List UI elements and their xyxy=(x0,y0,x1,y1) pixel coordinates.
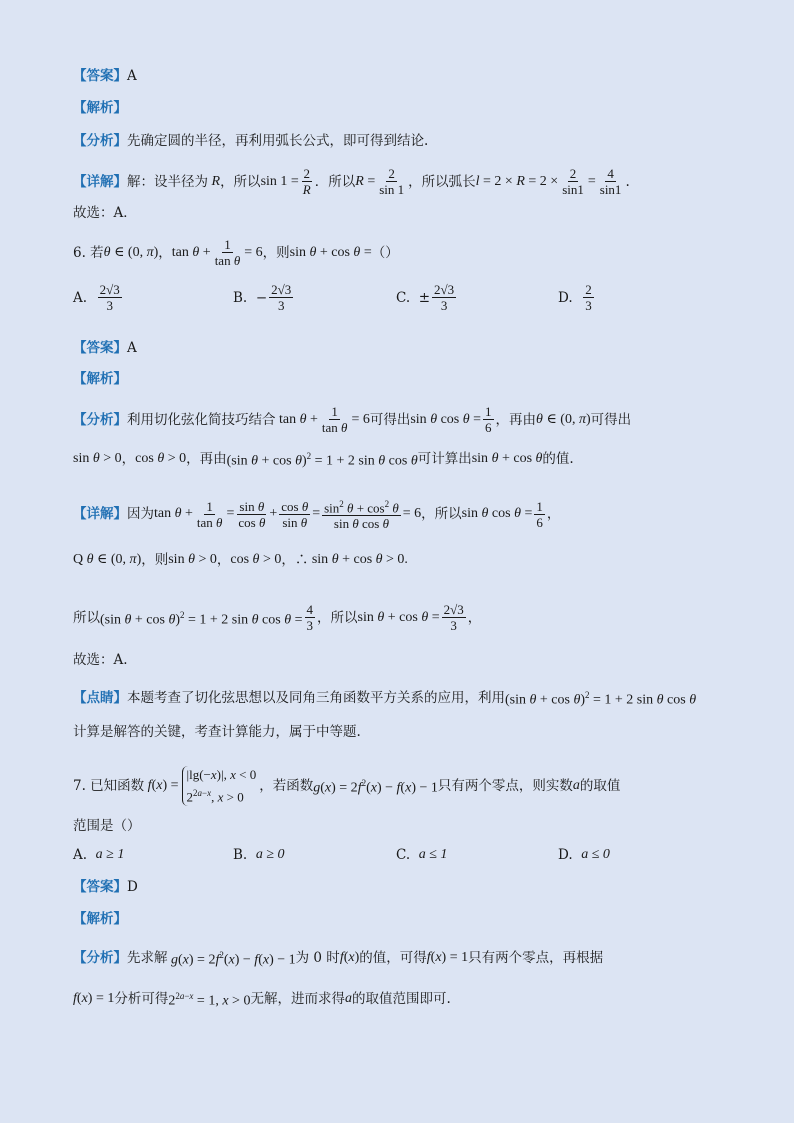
math-expr: (sin θ + cos θ)$^2$ = 1 + 2 sin θ cos θ xyxy=(505,690,697,708)
q6-option-b xyxy=(233,282,295,313)
option-sign: ± xyxy=(418,289,431,306)
math-expr: f(x) = xyxy=(147,778,179,794)
q6-analysis-line xyxy=(73,369,734,389)
fenxi-text: 先求解 xyxy=(127,949,168,966)
math-expr: θ ∈ (0, π) xyxy=(86,552,142,567)
q6-fenxi-line-1 xyxy=(73,404,734,435)
option-frac: $\frac{2√3}{3}$ xyxy=(271,282,292,313)
option-frac: $\frac{2√3}{3}$ xyxy=(99,282,120,313)
fenxi-text: 可得出 xyxy=(369,411,411,428)
math-expr: $g(x) = 2f^2(x) - f(x) - 1$ xyxy=(313,778,438,796)
math-expr: f(x) = 1 xyxy=(426,949,469,965)
q5-detail-line xyxy=(73,166,734,197)
math-frac: $\frac{\sin^2 \theta + \cos^2 \theta}{\text{sin θ cos θ}}$ xyxy=(324,499,399,532)
stem-text: ， xyxy=(158,244,172,261)
fenxi-text: 分析可得 xyxy=(114,990,169,1007)
detail-text: ， xyxy=(467,609,482,626)
detail-tag: 【详解】 xyxy=(73,506,127,523)
q6-q-line xyxy=(73,550,734,570)
math-expr: sin θ cos θ = xyxy=(410,411,482,427)
math-expr: f(x) = 1 xyxy=(73,990,115,1006)
option-label: D. xyxy=(558,289,573,306)
math-expr: cos θ > 0 xyxy=(135,450,187,466)
math-expr: (sin θ + cos θ)$^2$ = 1 + 2 sin θ cos θ xyxy=(226,451,418,469)
stem-text: 只有两个零点，则实数 xyxy=(437,778,573,795)
guxuan-text: 故选：A． xyxy=(73,205,137,221)
math-expr: = xyxy=(587,173,596,189)
math-a: a xyxy=(344,990,352,1006)
q7-option-c xyxy=(396,847,447,863)
fenxi-tag: 【分析】 xyxy=(73,411,127,428)
math-expr: tan θ + xyxy=(154,506,193,522)
math-frac: $\frac{1}{\text{tan θ}}$ xyxy=(214,237,241,268)
q7-option-d xyxy=(558,847,610,863)
math-frac: $\frac{1}{6}$ xyxy=(536,498,543,530)
math-frac: $\frac{2}{R}$ xyxy=(302,166,311,197)
fenxi-text: 可得出 xyxy=(590,411,632,428)
fenxi-text: 为 0 时 xyxy=(295,949,340,966)
option-text: a ≥ 0 xyxy=(255,847,285,862)
dianjing-tag: 【点睛】 xyxy=(73,689,127,706)
fenxi-text: ，再由 xyxy=(495,411,537,428)
math-expr: $2^{2a-x} = 1$, x > 0 xyxy=(168,991,251,1009)
answer-value: A xyxy=(127,340,137,356)
q7-option-b xyxy=(233,847,285,863)
q6-option-c xyxy=(396,282,458,313)
option-text: a ≤ 0 xyxy=(581,847,610,862)
q7-stem-line-1 xyxy=(73,766,734,806)
q5-analysis-line xyxy=(73,98,734,118)
fenxi-text: 只有两个零点，再根据 xyxy=(468,949,604,966)
q6-fenxi-line-2 xyxy=(73,446,734,472)
option-label: D. xyxy=(558,847,573,863)
q5-answer-line xyxy=(73,66,734,86)
math-frac: $\frac{1}{\text{tan θ}}$ xyxy=(196,498,223,530)
q6-answer-line xyxy=(73,338,734,358)
guxuan-text: 故选：A. xyxy=(73,652,128,668)
q6-so-line xyxy=(73,602,734,633)
math-frac: $\frac{4}{3}$ xyxy=(306,602,314,633)
detail-text: ，所以 xyxy=(220,173,261,190)
math-frac: $\frac{\text{cos θ}}{\text{sin θ}}$ xyxy=(281,498,309,530)
stem-text: 的取值 xyxy=(579,778,621,795)
math-expr: f(x) xyxy=(339,949,360,965)
math-expr: sin 1 = xyxy=(260,173,299,189)
q7-option-a xyxy=(73,847,124,863)
math-frac: $\frac{2√3}{3}$ xyxy=(443,602,464,633)
option-text: a ≥ 1 xyxy=(95,847,125,862)
option-label: B. xyxy=(233,847,248,863)
dianjing-text: 本题考查了切化弦思想以及同角三角函数平方关系的应用，利用 xyxy=(127,689,505,706)
option-frac: $\frac{2}{3}$ xyxy=(585,282,592,313)
detail-text: ，所以弧长 xyxy=(408,173,476,190)
math-expr: sin θ + cos θ > 0. xyxy=(308,552,408,567)
q7-answer-line xyxy=(73,877,734,897)
q7-analysis-line xyxy=(73,909,734,929)
analysis-tag: 【解析】 xyxy=(73,100,127,116)
math-expr: sin θ > 0 xyxy=(168,552,217,567)
detail-text: ．所以 xyxy=(314,173,356,190)
detail-text: 所以 xyxy=(73,609,100,626)
math-expr: sin θ + cos θ xyxy=(471,450,543,466)
math-frac: $\frac{4}{\sin 1}$ xyxy=(599,166,622,197)
q-symbol: Q xyxy=(73,552,84,567)
option-sign: − xyxy=(255,289,268,306)
fenxi-tag: 【分析】 xyxy=(73,949,127,966)
math-expr: sin θ cos θ = xyxy=(461,506,533,522)
answer-tag: 【答案】 xyxy=(73,340,127,356)
math-expr: = 6 xyxy=(351,411,370,427)
detail-tag: 【详解】 xyxy=(73,173,127,190)
stem-text: 6. 若 xyxy=(73,244,104,261)
fenxi-text: 先确定圆的半径，再利用弧长公式，即可得到结论. xyxy=(127,133,429,149)
q6-guxuan-line xyxy=(73,650,734,670)
math-expr: = 6 xyxy=(402,506,422,522)
answer-value: D xyxy=(127,879,138,895)
option-label: A. xyxy=(73,847,88,863)
math-frac: $\frac{2}{\sin 1}$ xyxy=(562,166,584,197)
math-expr: = xyxy=(312,506,321,522)
option-label: C. xyxy=(396,289,411,306)
q6-dianjing-line-2 xyxy=(73,722,734,742)
q6-dianjing-line-1 xyxy=(73,685,734,711)
math-expr: tan θ + xyxy=(171,244,211,260)
stem-text: ，则 xyxy=(262,244,290,261)
math-expr: = xyxy=(226,506,235,522)
math-frac: $\frac{\text{sin θ}}{\text{cos θ}}$ xyxy=(238,498,266,530)
q7-stem-line-2 xyxy=(73,816,734,836)
q5-fenxi-line xyxy=(73,131,734,151)
answer-tag: 【答案】 xyxy=(73,68,127,84)
fenxi-text: ， xyxy=(121,450,136,467)
q5-guxuan-line xyxy=(73,203,734,223)
math-expr: l = 2 × R = 2 × xyxy=(475,173,559,189)
stem-text: （） xyxy=(371,244,399,261)
q7-fenxi-line-2 xyxy=(73,986,734,1012)
detail-text: 解：设半径为 xyxy=(127,173,208,190)
math-expr: R = xyxy=(355,173,376,189)
answer-tag: 【答案】 xyxy=(73,879,127,895)
math-frac: $\frac{1}{\text{tan θ}}$ xyxy=(321,404,348,435)
math-expr: θ ∈ (0, π) xyxy=(103,244,159,260)
option-label: B. xyxy=(233,289,248,306)
math-expr: + xyxy=(269,506,278,522)
dianjing-text: 计算是解答的关键，考查计算能力，属于中等题. xyxy=(73,724,361,740)
detail-text: ， xyxy=(216,552,231,568)
math-expr: sin θ + cos θ = xyxy=(289,244,372,260)
math-frac: $\frac{2}{\sin 1}$ xyxy=(379,166,405,197)
analysis-tag: 【解析】 xyxy=(73,911,127,927)
math-expr: sin θ > 0 xyxy=(73,450,122,466)
answer-value: A xyxy=(127,68,137,84)
math-frac: $\frac{1}{6}$ xyxy=(485,404,492,435)
fenxi-tag: 【分析】 xyxy=(73,133,127,149)
option-label: A. xyxy=(73,289,88,306)
detail-text: ， xyxy=(546,506,561,523)
detail-text: 因为 xyxy=(127,506,154,523)
detail-text: ，所以 xyxy=(317,609,358,626)
option-text: a ≤ 1 xyxy=(418,847,448,862)
option-label: C. xyxy=(396,847,411,863)
math-expr: (sin θ + cos θ)$^2$ = 1 + 2 sin θ cos θ = xyxy=(100,609,303,628)
math-expr: θ ∈ (0, π) xyxy=(536,411,591,427)
fenxi-text: 利用切化弦化简技巧结合 xyxy=(127,411,276,428)
fenxi-text: 可计算出 xyxy=(417,450,472,467)
fenxi-text: 的取值范围即可. xyxy=(351,990,451,1007)
math-expr: $g(x) = 2f^2(x) - f(x) - 1$ xyxy=(171,950,296,968)
q6-option-a xyxy=(73,282,124,313)
detail-text: . xyxy=(625,173,630,190)
q6-stem-line xyxy=(73,237,734,268)
fenxi-text: 无解，进而求得 xyxy=(250,990,345,1007)
fenxi-text: 的值. xyxy=(542,450,574,467)
detail-text: ，则 xyxy=(141,552,169,568)
detail-text: ，所以 xyxy=(421,506,462,523)
stem-text: 范围是（） xyxy=(73,818,141,834)
q6-option-d xyxy=(558,282,596,313)
analysis-tag: 【解析】 xyxy=(73,371,127,387)
math-expr: cos θ > 0 xyxy=(230,552,282,567)
fenxi-text: 的值，可得 xyxy=(359,949,427,966)
math-expr: sin θ + cos θ = xyxy=(357,609,440,625)
fenxi-text: ，再由 xyxy=(186,450,227,467)
q6-detail-line xyxy=(73,497,734,531)
math-expr: tan θ + xyxy=(275,411,318,427)
math-a: a xyxy=(572,778,580,794)
stem-text: ，若函数 xyxy=(259,778,314,795)
math-r: R xyxy=(208,173,221,189)
option-frac: $\frac{2√3}{3}$ xyxy=(434,282,455,313)
math-expr: = 6 xyxy=(244,244,263,260)
q7-fenxi-line-1 xyxy=(73,945,734,971)
detail-text: ，∴ xyxy=(281,552,309,568)
piecewise-brace: |lg(−x)|, x < 0 $2^{2a-x}$, x > 0 xyxy=(182,766,257,806)
stem-text: 7. 已知函数 xyxy=(73,778,145,795)
